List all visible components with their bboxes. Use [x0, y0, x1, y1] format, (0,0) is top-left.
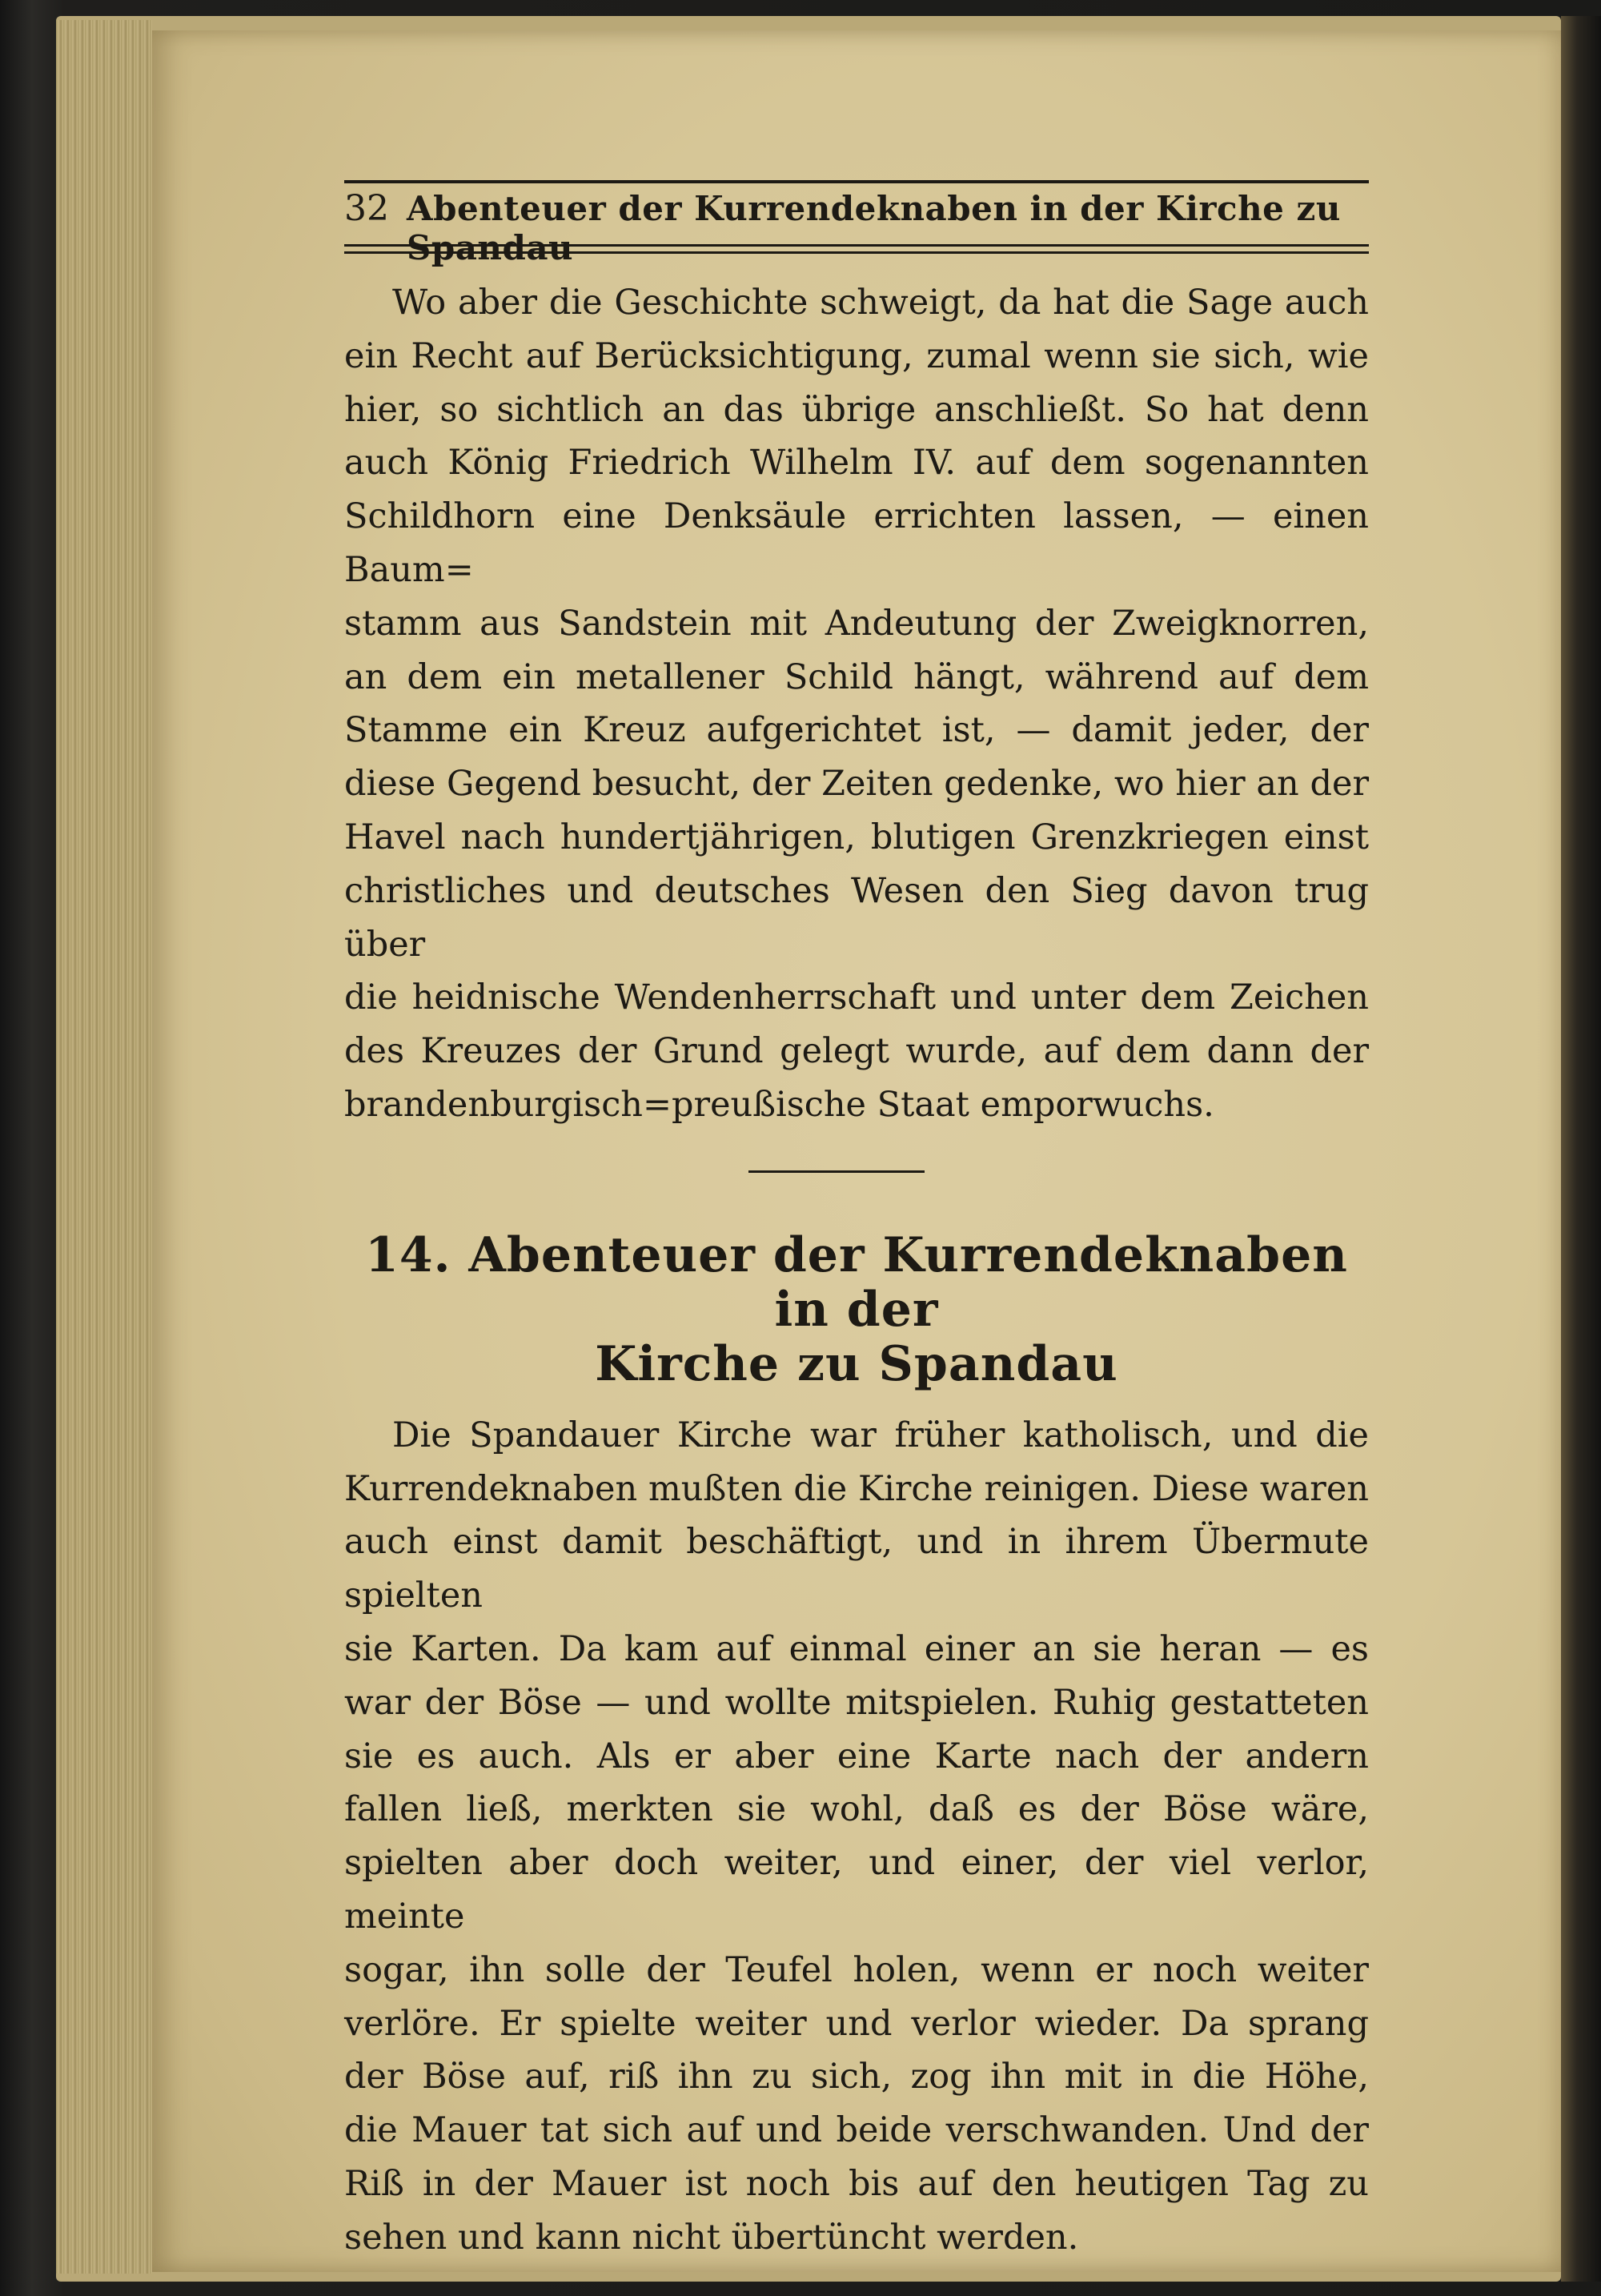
text-line: auch einst damit beschäftigt, und in ihrem Übermute spielten	[344, 1522, 1369, 1616]
text-line: sie es auch. Als er aber eine Karte nach der andern	[344, 1736, 1369, 1776]
text-line: sie Karten. Da kam auf einmal einer an sie heran — es	[344, 1628, 1369, 1669]
text-line: die Mauer tat sich auf und beide verschwanden. Und der	[344, 2110, 1369, 2151]
chapter-title	[344, 1228, 1369, 1391]
text-line: hier, so sichtlich an das übrige anschließt. So hat denn	[344, 389, 1369, 430]
text-line: brandenburgisch=preußische Staat emporwuchs.	[344, 1084, 1214, 1125]
text-line: Riß in der Mauer ist noch bis auf den heutigen Tag zu	[344, 2163, 1369, 2204]
page-edges	[56, 20, 152, 2274]
text-line: sogar, ihn solle der Teufel holen, wenn er noch weiter	[344, 1949, 1369, 1990]
page-header	[344, 183, 1369, 267]
running-head: Abenteuer der Kurrendeknaben in der Kirche zu Spandau	[407, 189, 1341, 267]
text-line: fallen ließ, merkten sie wohl, daß es der Böse wäre,	[344, 1789, 1369, 1830]
page-number: 32	[344, 188, 389, 229]
text-line: der Böse auf, riß ihn zu sich, zog ihn mit in die Höhe,	[344, 2057, 1369, 2097]
text-line: an dem ein metallener Schild hängt, während auf dem	[344, 656, 1369, 697]
text-line: des Kreuzes der Grund gelegt wurde, auf dem dann der	[344, 1031, 1369, 1072]
text-line: ein Recht auf Berücksichtigung, zumal wenn sie sich, wie	[344, 335, 1369, 376]
chapter-title-line-2: Kirche zu Spandau	[595, 1335, 1118, 1392]
page-content	[344, 180, 1369, 2265]
text-line: sehen und kann nicht übertüncht werden.	[344, 2217, 1079, 2258]
text-line: Wo aber die Geschichte schweigt, da hat die Sage auch	[392, 283, 1369, 323]
chapter-number: 14.	[365, 1226, 451, 1283]
text-line: Stamme ein Kreuz aufgerichtet ist, — damit jeder, der	[344, 710, 1369, 751]
text-line: verlöre. Er spielte weiter und verlor wieder. Da sprang	[344, 2003, 1369, 2044]
chapter-title-line-1: Abenteuer der Kurrendeknaben in der	[468, 1226, 1348, 1338]
text-line: diese Gegend besucht, der Zeiten gedenke, wo hier an der	[344, 764, 1369, 805]
text-line: die heidnische Wendenherrschaft und unter dem Zeichen	[344, 977, 1369, 1018]
section-divider	[344, 1132, 1369, 1228]
text-line: stamm aus Sandstein mit Andeutung der Zweigknorren,	[344, 603, 1369, 644]
book-cover-edge	[1561, 16, 1601, 2282]
text-line: spielten aber doch weiter, und einer, der viel verlor, meinte	[344, 1843, 1369, 1937]
text-line: Kurrendeknaben mußten die Kirche reinigen. Diese waren	[344, 1468, 1369, 1509]
paragraph-spandau	[344, 1409, 1369, 2265]
text-line: Schildhorn eine Denksäule errichten lassen, — einen Baum=	[344, 496, 1369, 590]
text-line: war der Böse — und wollte mitspielen. Ruhig gestatteten	[344, 1682, 1369, 1723]
text-line: Havel nach hundertjährigen, blutigen Grenzkriegen einst	[344, 817, 1369, 857]
text-line: christliches und deutsches Wesen den Sieg davon trug über	[344, 870, 1369, 965]
text-line: auch König Friedrich Wilhelm IV. auf dem sogenannten	[344, 443, 1369, 484]
paragraph-schildhorn	[344, 276, 1369, 1132]
text-line: Die Spandauer Kirche war früher katholisch, und die	[392, 1415, 1369, 1455]
divider-line	[748, 1170, 925, 1173]
